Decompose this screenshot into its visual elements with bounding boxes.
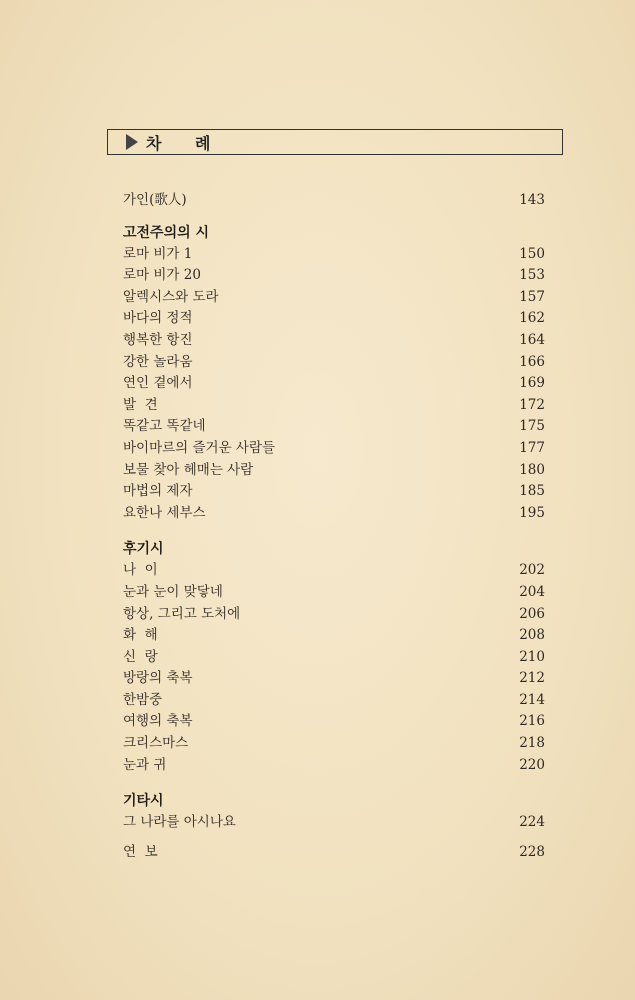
toc-entry: [123, 560, 545, 582]
toc-entry-page: 214: [519, 691, 545, 708]
toc-entry-page: 150: [519, 245, 545, 262]
toc-entry: [123, 604, 545, 626]
toc-entry-label: 한밤중: [123, 691, 163, 708]
toc-entry: [123, 352, 545, 374]
toc-entry-chronology: [123, 842, 545, 864]
toc-entry: [123, 647, 545, 669]
toc-entry-label: 그 나라를 아시나요: [123, 814, 236, 831]
toc-entry-page: 208: [519, 627, 545, 644]
toc-entry-page: 143: [519, 192, 545, 208]
toc-entry: [123, 668, 545, 690]
toc-entry: [123, 395, 545, 417]
toc-entry: [123, 690, 545, 712]
toc-entry: [123, 582, 545, 604]
toc-entry: [123, 287, 545, 309]
toc-entry: [123, 711, 545, 733]
toc-entry-page: 172: [519, 396, 545, 413]
toc-entry: [123, 733, 545, 755]
toc-entry-label: 요한나 세부스: [123, 504, 206, 521]
toc-entry-label: 연 보: [123, 843, 158, 860]
toc-entry-label: 마법의 제자: [123, 483, 193, 500]
toc-entry: [123, 244, 545, 266]
toc-entry-page: 175: [519, 418, 545, 435]
toc-entry-label: 크리스마스: [123, 735, 189, 752]
toc-entry-label: 로마 비가 20: [123, 267, 201, 284]
toc-entry-label: 항상, 그리고 도처에: [123, 605, 241, 622]
toc-entry-page: 206: [519, 605, 545, 622]
toc-entry: [123, 503, 545, 525]
toc-entry: [123, 416, 545, 438]
toc-entry-label: 똑같고 똑같네: [123, 418, 206, 435]
toc-entry-page: 218: [519, 735, 545, 752]
section-heading-classical: 고전주의의 시: [123, 224, 210, 241]
toc-entry-page: 216: [519, 713, 545, 730]
toc-entry-label: 바다의 정적: [123, 310, 193, 327]
toc-entry: [123, 812, 545, 834]
toc-entry-page: 180: [519, 461, 545, 478]
toc-entry-label: 발 견: [123, 396, 158, 413]
table-of-contents: [123, 190, 545, 863]
toc-entry-page: 228: [519, 843, 545, 860]
toc-entry-label: 여행의 축복: [123, 713, 193, 730]
toc-entry-label: 보물 찾아 헤매는 사람: [123, 461, 254, 478]
toc-entry-label: 알렉시스와 도라: [123, 288, 219, 305]
toc-entry-page: 164: [519, 331, 545, 348]
toc-entry-page: 212: [519, 670, 545, 687]
toc-entry-label: 바이마르의 즐거운 사람들: [123, 439, 276, 456]
toc-entry-page: 195: [519, 504, 545, 521]
toc-entry: [123, 460, 545, 482]
toc-entry-label: 행복한 항진: [123, 331, 193, 348]
toc-entry-page: 210: [519, 648, 545, 665]
toc-entry: [123, 330, 545, 352]
toc-entry-page: 169: [519, 375, 545, 392]
toc-entry-page: 204: [519, 583, 545, 600]
toc-entry-page: 224: [519, 814, 545, 831]
toc-entry-label: 눈과 귀: [123, 756, 167, 773]
toc-entry-label: 화 해: [123, 627, 158, 644]
toc-entry-page: 185: [519, 483, 545, 500]
toc-entry-label: 신 랑: [123, 648, 158, 665]
toc-entry-label: 로마 비가 1: [123, 245, 193, 262]
toc-entry-page: 153: [519, 267, 545, 284]
toc-entry-label: 방랑의 축복: [123, 670, 193, 687]
toc-entry-label: 나 이: [123, 562, 158, 579]
toc-entry: [123, 308, 545, 330]
toc-entry-label: 연인 곁에서: [123, 375, 193, 392]
section-heading-other: 기타시: [123, 793, 164, 810]
toc-entry: [123, 625, 545, 647]
toc-entry-label: 가인(歌人): [123, 192, 187, 208]
toc-header-box: [107, 129, 563, 155]
toc-entry-label: 강한 놀라움: [123, 353, 193, 370]
toc-entry: [123, 438, 545, 460]
toc-entry-page: 166: [519, 353, 545, 370]
toc-entry-page: 162: [519, 310, 545, 327]
section-heading-late: 후기시: [123, 541, 164, 558]
toc-entry-label: 눈과 눈이 맞닿네: [123, 583, 223, 600]
toc-entry: [123, 373, 545, 395]
toc-entry-page: 177: [519, 439, 545, 456]
toc-entry-page: 220: [519, 756, 545, 773]
triangle-marker-icon: [126, 134, 138, 150]
toc-title: 차 례: [146, 133, 225, 153]
toc-entry-page: 157: [519, 288, 545, 305]
toc-entry: [123, 265, 545, 287]
toc-entry-intro: [123, 190, 545, 212]
toc-entry-page: 202: [519, 562, 545, 579]
toc-entry: [123, 481, 545, 503]
toc-entry: [123, 755, 545, 777]
